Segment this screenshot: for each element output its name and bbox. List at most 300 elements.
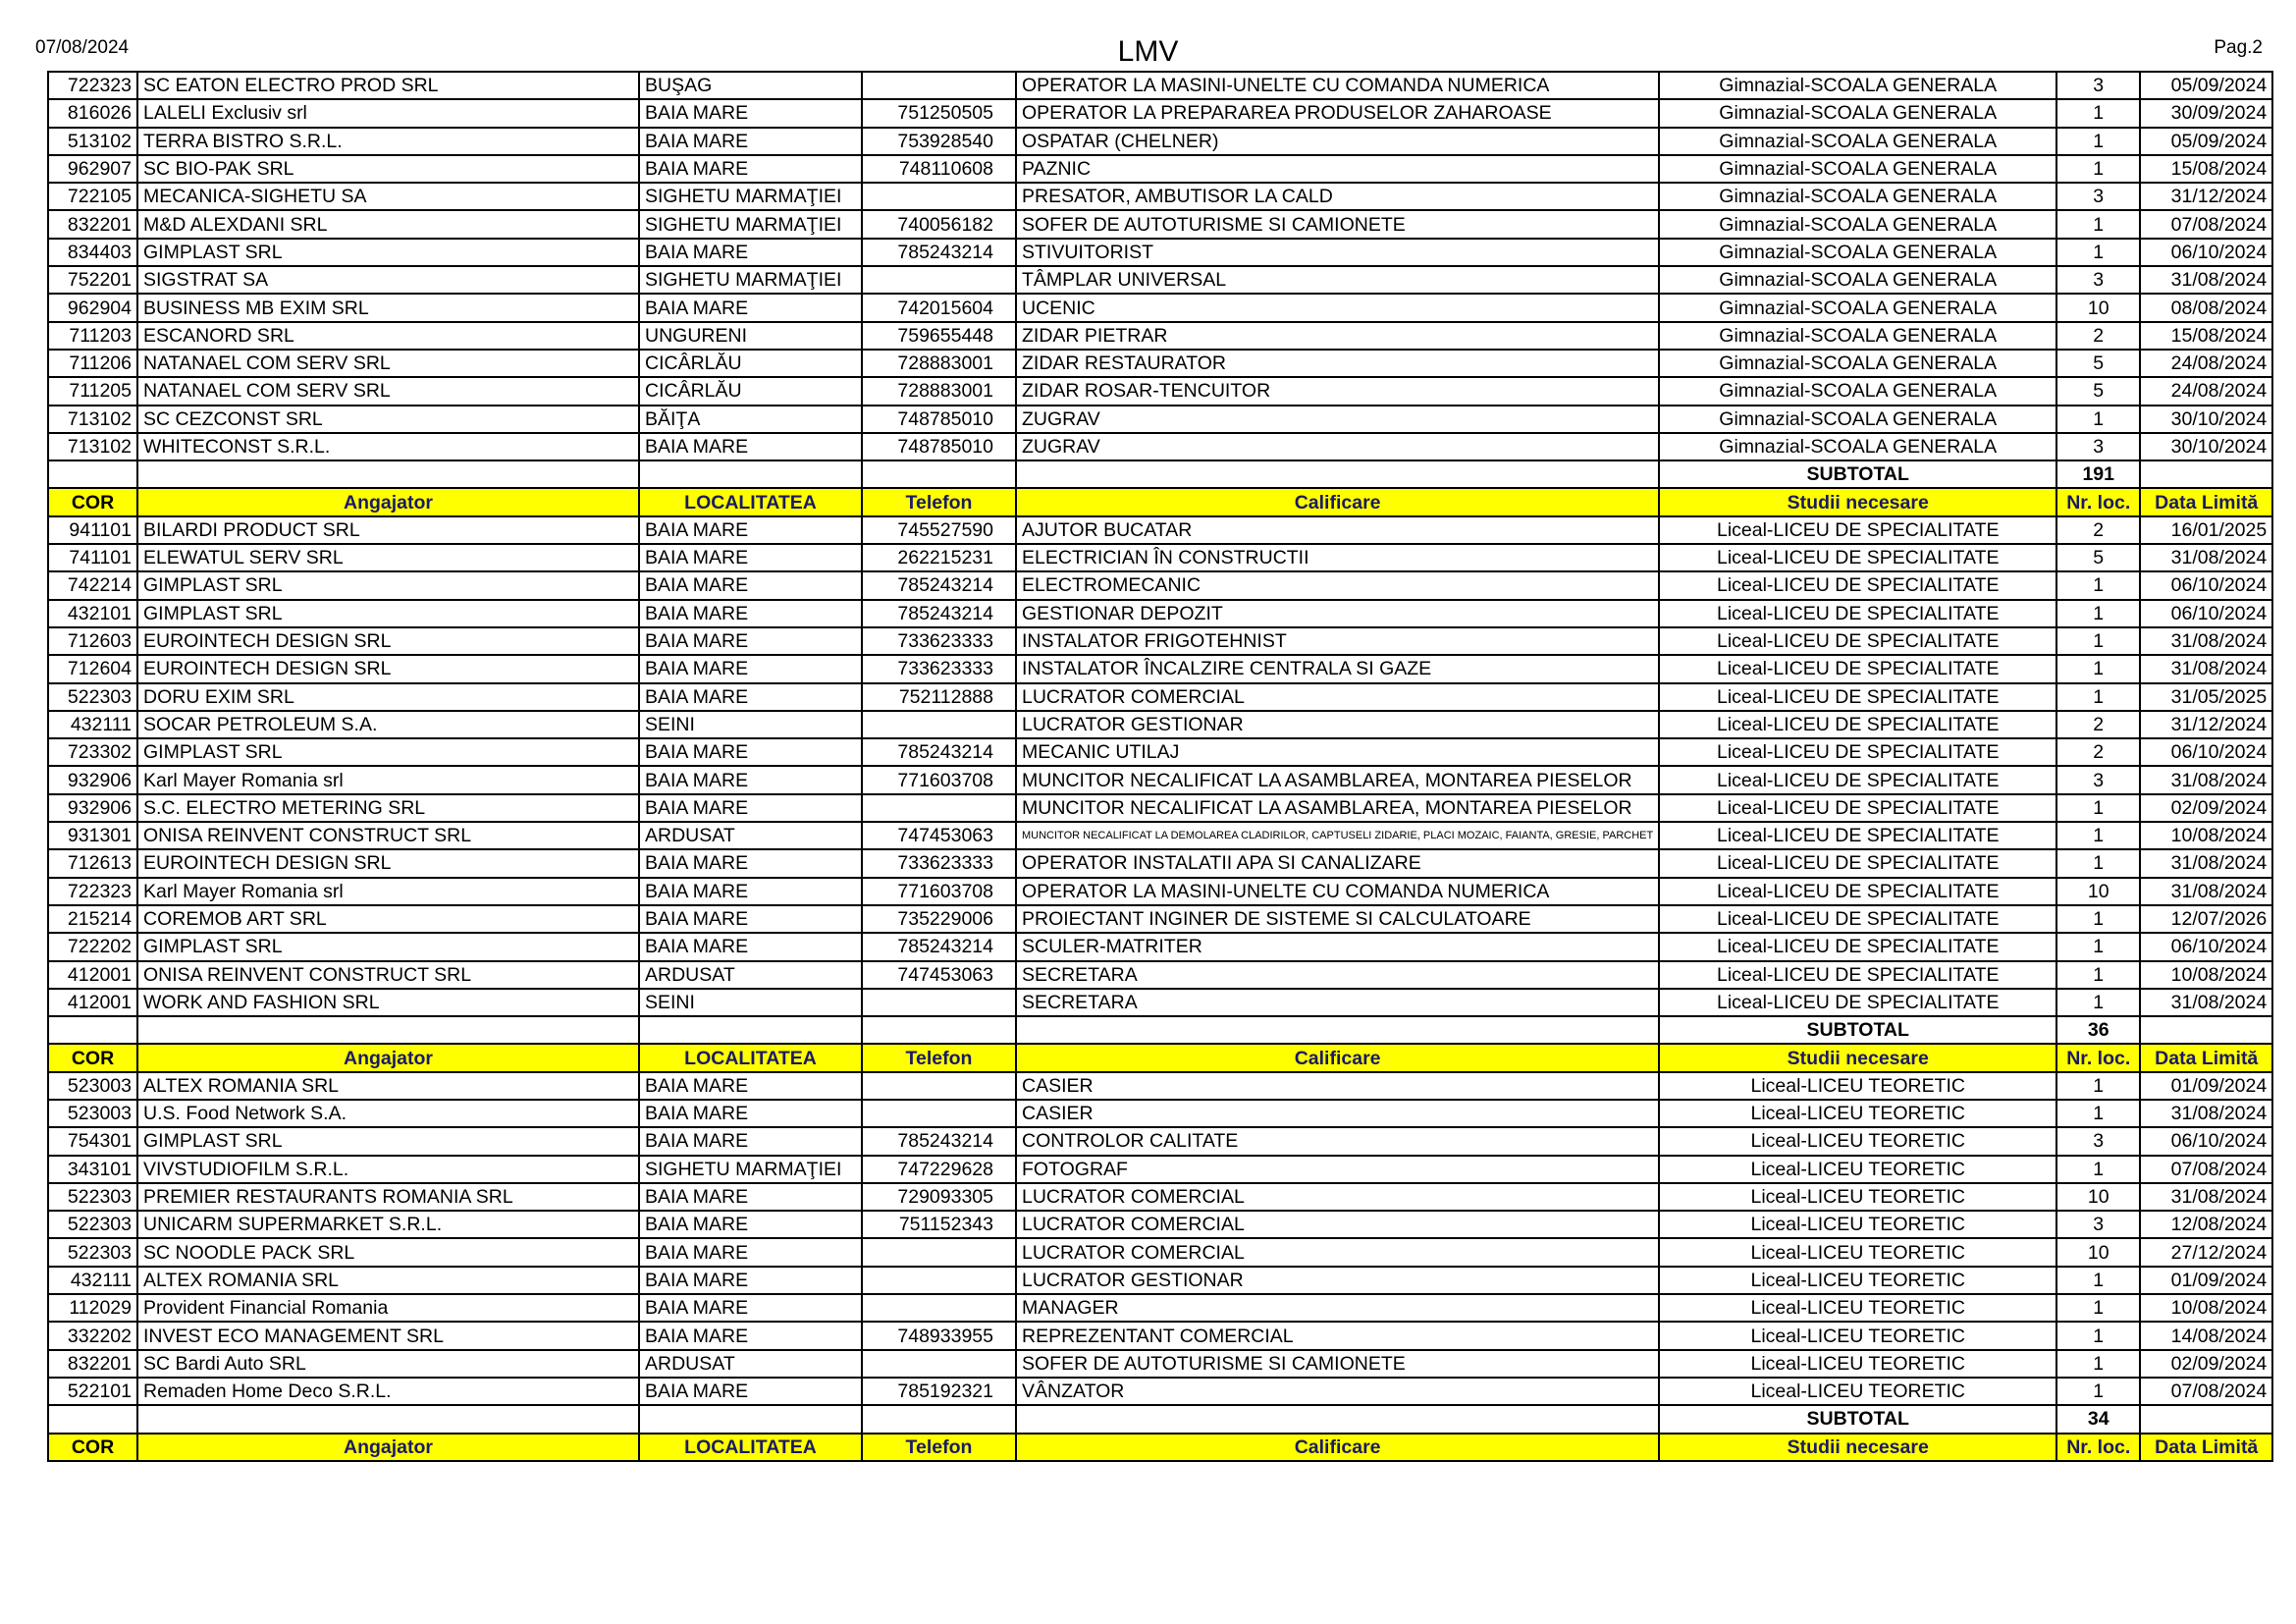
cell-telefon [862,72,1016,99]
cell-angajator: MECANICA-SIGHETU SA [137,183,639,210]
cell-data-limita: 05/09/2024 [2140,128,2272,155]
cell-localitatea: BAIA MARE [639,128,862,155]
table-row [48,322,2272,350]
cell-calificare: VÂNZATOR [1016,1378,1659,1405]
cell-calificare: STIVUITORIST [1016,239,1659,266]
cell-localitatea: BUŞAG [639,72,862,99]
cell-cor: 722323 [48,72,137,99]
cell-studii: Gimnazial-SCOALA GENERALA [1659,210,2056,238]
table-row [48,99,2272,127]
table-row [48,822,2272,849]
table-row [48,905,2272,933]
cell-cor: 722202 [48,933,137,960]
cell-angajator: TERRA BISTRO S.R.L. [137,128,639,155]
vacancies-table [47,71,2273,1462]
table-row [48,377,2272,405]
column-header-calificare: Calificare [1016,1434,1659,1461]
cell-calificare: LUCRATOR COMERCIAL [1016,683,1659,711]
table-row [48,239,2272,266]
cell-angajator: WHITECONST S.R.L. [137,433,639,460]
cell-telefon: 735229006 [862,905,1016,933]
cell-localitatea: BAIA MARE [639,1322,862,1349]
empty-cell [639,1016,862,1044]
cell-calificare: CASIER [1016,1100,1659,1127]
table-row [48,738,2272,766]
column-header-nr-loc: Nr. loc. [2056,1044,2140,1071]
table-row [48,294,2272,321]
cell-telefon [862,266,1016,294]
cell-nr-loc: 5 [2056,350,2140,377]
cell-data-limita: 16/01/2025 [2140,516,2272,544]
cell-angajator: GIMPLAST SRL [137,738,639,766]
cell-calificare: CASIER [1016,1072,1659,1100]
cell-cor: 962904 [48,294,137,321]
cell-cor: 215214 [48,905,137,933]
cell-cor: 523003 [48,1100,137,1127]
cell-nr-loc: 1 [2056,1294,2140,1322]
cell-studii: Liceal-LICEU DE SPECIALITATE [1659,516,2056,544]
cell-cor: 412001 [48,989,137,1016]
cell-angajator: SC CEZCONST SRL [137,406,639,433]
column-header-angajator: Angajator [137,1434,639,1461]
cell-calificare: PAZNIC [1016,155,1659,183]
cell-localitatea: SEINI [639,711,862,738]
cell-studii: Liceal-LICEU TEORETIC [1659,1350,2056,1378]
cell-studii: Liceal-LICEU DE SPECIALITATE [1659,794,2056,822]
empty-cell [2140,1405,2272,1433]
cell-calificare: LUCRATOR COMERCIAL [1016,1238,1659,1266]
cell-angajator: GIMPLAST SRL [137,239,639,266]
cell-telefon: 733623333 [862,655,1016,682]
cell-localitatea: BAIA MARE [639,99,862,127]
column-header-telefon: Telefon [862,488,1016,515]
cell-nr-loc: 3 [2056,433,2140,460]
cell-data-limita: 24/08/2024 [2140,350,2272,377]
cell-studii: Liceal-LICEU DE SPECIALITATE [1659,905,2056,933]
cell-localitatea: BAIA MARE [639,571,862,599]
cell-cor: 722105 [48,183,137,210]
empty-cell [137,1016,639,1044]
cell-studii: Liceal-LICEU TEORETIC [1659,1238,2056,1266]
table-row [48,933,2272,960]
table-row [48,1350,2272,1378]
cell-studii: Gimnazial-SCOALA GENERALA [1659,433,2056,460]
cell-angajator: GIMPLAST SRL [137,1127,639,1155]
cell-nr-loc: 1 [2056,210,2140,238]
cell-angajator: EUROINTECH DESIGN SRL [137,849,639,877]
subtotal-label: SUBTOTAL [1659,1016,2056,1044]
cell-calificare: UCENIC [1016,294,1659,321]
cell-nr-loc: 1 [2056,1322,2140,1349]
cell-nr-loc: 1 [2056,128,2140,155]
cell-calificare: SCULER-MATRITER [1016,933,1659,960]
cell-studii: Gimnazial-SCOALA GENERALA [1659,377,2056,405]
cell-cor: 941101 [48,516,137,544]
table-row [48,849,2272,877]
cell-data-limita: 27/12/2024 [2140,1238,2272,1266]
table-row [48,1183,2272,1211]
cell-angajator: ELEWATUL SERV SRL [137,544,639,571]
cell-studii: Liceal-LICEU DE SPECIALITATE [1659,849,2056,877]
table-row [48,655,2272,682]
cell-angajator: WORK AND FASHION SRL [137,989,639,1016]
cell-telefon [862,711,1016,738]
cell-calificare: LUCRATOR COMERCIAL [1016,1183,1659,1211]
cell-studii: Liceal-LICEU DE SPECIALITATE [1659,655,2056,682]
cell-telefon [862,1072,1016,1100]
cell-nr-loc: 3 [2056,72,2140,99]
cell-studii: Gimnazial-SCOALA GENERALA [1659,128,2056,155]
cell-cor: 513102 [48,128,137,155]
cell-studii: Liceal-LICEU DE SPECIALITATE [1659,766,2056,793]
empty-cell [1016,460,1659,488]
cell-data-limita: 31/08/2024 [2140,544,2272,571]
table-row [48,210,2272,238]
cell-cor: 112029 [48,1294,137,1322]
cell-nr-loc: 10 [2056,878,2140,905]
cell-angajator: SC NOODLE PACK SRL [137,1238,639,1266]
table-row [48,766,2272,793]
cell-studii: Liceal-LICEU DE SPECIALITATE [1659,627,2056,655]
cell-cor: 712604 [48,655,137,682]
cell-localitatea: BĂIŢA [639,406,862,433]
cell-angajator: ONISA REINVENT CONSTRUCT SRL [137,822,639,849]
cell-angajator: M&D ALEXDANI SRL [137,210,639,238]
cell-nr-loc: 2 [2056,322,2140,350]
cell-telefon: 785192321 [862,1378,1016,1405]
cell-cor: 932906 [48,766,137,793]
cell-angajator: DORU EXIM SRL [137,683,639,711]
cell-localitatea: ARDUSAT [639,1350,862,1378]
cell-calificare: ZIDAR PIETRAR [1016,322,1659,350]
cell-data-limita: 08/08/2024 [2140,294,2272,321]
cell-nr-loc: 10 [2056,294,2140,321]
cell-nr-loc: 3 [2056,266,2140,294]
cell-calificare: SOFER DE AUTOTURISME SI CAMIONETE [1016,210,1659,238]
cell-nr-loc: 1 [2056,406,2140,433]
cell-telefon: 728883001 [862,377,1016,405]
cell-nr-loc: 1 [2056,155,2140,183]
cell-angajator: BILARDI PRODUCT SRL [137,516,639,544]
cell-cor: 523003 [48,1072,137,1100]
cell-nr-loc: 1 [2056,794,2140,822]
column-header-nr-loc: Nr. loc. [2056,1434,2140,1461]
cell-data-limita: 31/08/2024 [2140,1183,2272,1211]
cell-calificare: LUCRATOR COMERCIAL [1016,1211,1659,1238]
cell-data-limita: 31/08/2024 [2140,849,2272,877]
table-row [48,1322,2272,1349]
cell-localitatea: ARDUSAT [639,822,862,849]
cell-localitatea: SIGHETU MARMAŢIEI [639,266,862,294]
cell-data-limita: 02/09/2024 [2140,794,2272,822]
cell-calificare: SOFER DE AUTOTURISME SI CAMIONETE [1016,1350,1659,1378]
cell-nr-loc: 2 [2056,516,2140,544]
cell-cor: 711203 [48,322,137,350]
cell-data-limita: 07/08/2024 [2140,1156,2272,1183]
cell-data-limita: 07/08/2024 [2140,210,2272,238]
cell-studii: Gimnazial-SCOALA GENERALA [1659,322,2056,350]
cell-cor: 522101 [48,1378,137,1405]
cell-nr-loc: 1 [2056,1156,2140,1183]
cell-studii: Liceal-LICEU TEORETIC [1659,1183,2056,1211]
table-row [48,878,2272,905]
cell-telefon: 740056182 [862,210,1016,238]
cell-calificare: MUNCITOR NECALIFICAT LA DEMOLAREA CLADIRILOR, CAPTUSELI ZIDARIE, PLACI MOZAIC, FAIANTA, GRESIE, PARCHET [1016,822,1659,849]
cell-localitatea: SIGHETU MARMAŢIEI [639,183,862,210]
cell-angajator: S.C. ELECTRO METERING SRL [137,794,639,822]
cell-nr-loc: 1 [2056,822,2140,849]
cell-studii: Liceal-LICEU DE SPECIALITATE [1659,933,2056,960]
cell-localitatea: BAIA MARE [639,878,862,905]
cell-calificare: OPERATOR INSTALATII APA SI CANALIZARE [1016,849,1659,877]
cell-localitatea: SEINI [639,989,862,1016]
cell-data-limita: 06/10/2024 [2140,571,2272,599]
cell-data-limita: 10/08/2024 [2140,961,2272,989]
cell-data-limita: 30/10/2024 [2140,433,2272,460]
cell-localitatea: BAIA MARE [639,294,862,321]
cell-studii: Liceal-LICEU TEORETIC [1659,1100,2056,1127]
cell-angajator: Provident Financial Romania [137,1294,639,1322]
cell-nr-loc: 5 [2056,544,2140,571]
cell-telefon: 748785010 [862,433,1016,460]
cell-nr-loc: 3 [2056,183,2140,210]
cell-data-limita: 31/08/2024 [2140,655,2272,682]
table-row [48,600,2272,627]
column-header-row [48,1044,2272,1071]
cell-telefon [862,989,1016,1016]
cell-telefon: 785243214 [862,1127,1016,1155]
cell-cor: 722323 [48,878,137,905]
subtotal-row [48,1405,2272,1433]
cell-localitatea: BAIA MARE [639,794,862,822]
cell-localitatea: BAIA MARE [639,933,862,960]
cell-studii: Liceal-LICEU DE SPECIALITATE [1659,571,2056,599]
cell-angajator: UNICARM SUPERMARKET S.R.L. [137,1211,639,1238]
cell-calificare: ZIDAR ROSAR-TENCUITOR [1016,377,1659,405]
column-header-cor: COR [48,488,137,515]
cell-localitatea: BAIA MARE [639,655,862,682]
cell-telefon: 753928540 [862,128,1016,155]
cell-data-limita: 01/09/2024 [2140,1267,2272,1294]
column-header-angajator: Angajator [137,1044,639,1071]
cell-angajator: Remaden Home Deco S.R.L. [137,1378,639,1405]
table-row [48,266,2272,294]
column-header-studii: Studii necesare [1659,1434,2056,1461]
table-row [48,544,2272,571]
cell-cor: 522303 [48,683,137,711]
cell-nr-loc: 10 [2056,1238,2140,1266]
cell-angajator: SC EATON ELECTRO PROD SRL [137,72,639,99]
cell-telefon [862,1238,1016,1266]
cell-cor: 522303 [48,1238,137,1266]
cell-localitatea: BAIA MARE [639,1072,862,1100]
subtotal-row [48,460,2272,488]
cell-angajator: ESCANORD SRL [137,322,639,350]
report-date: 07/08/2024 [35,37,130,58]
cell-localitatea: BAIA MARE [639,1100,862,1127]
column-header-cor: COR [48,1044,137,1071]
table-row [48,72,2272,99]
cell-studii: Gimnazial-SCOALA GENERALA [1659,406,2056,433]
cell-data-limita: 07/08/2024 [2140,1378,2272,1405]
cell-telefon: 759655448 [862,322,1016,350]
cell-telefon: 748933955 [862,1322,1016,1349]
cell-angajator: ALTEX ROMANIA SRL [137,1072,639,1100]
cell-cor: 713102 [48,433,137,460]
cell-data-limita: 24/08/2024 [2140,377,2272,405]
table-row [48,794,2272,822]
cell-data-limita: 31/12/2024 [2140,711,2272,738]
column-header-calificare: Calificare [1016,488,1659,515]
cell-angajator: U.S. Food Network S.A. [137,1100,639,1127]
cell-studii: Gimnazial-SCOALA GENERALA [1659,294,2056,321]
cell-angajator: SIGSTRAT SA [137,266,639,294]
empty-cell [862,1405,1016,1433]
cell-studii: Gimnazial-SCOALA GENERALA [1659,266,2056,294]
cell-studii: Liceal-LICEU DE SPECIALITATE [1659,878,2056,905]
table-row [48,571,2272,599]
cell-angajator: INVEST ECO MANAGEMENT SRL [137,1322,639,1349]
empty-cell [2140,1016,2272,1044]
table-row [48,406,2272,433]
cell-cor: 332202 [48,1322,137,1349]
cell-localitatea: BAIA MARE [639,766,862,793]
cell-nr-loc: 1 [2056,1378,2140,1405]
cell-nr-loc: 2 [2056,738,2140,766]
cell-angajator: Karl Mayer Romania srl [137,766,639,793]
empty-cell [48,1405,137,1433]
cell-cor: 931301 [48,822,137,849]
cell-nr-loc: 5 [2056,377,2140,405]
cell-data-limita: 15/08/2024 [2140,155,2272,183]
cell-localitatea: BAIA MARE [639,1378,862,1405]
column-header-row [48,1434,2272,1461]
cell-telefon: 771603708 [862,878,1016,905]
cell-calificare: OPERATOR LA MASINI-UNELTE CU COMANDA NUMERICA [1016,878,1659,905]
empty-cell [137,1405,639,1433]
cell-studii: Liceal-LICEU DE SPECIALITATE [1659,961,2056,989]
cell-nr-loc: 3 [2056,1211,2140,1238]
table-row [48,1378,2272,1405]
column-header-studii: Studii necesare [1659,488,2056,515]
cell-localitatea: BAIA MARE [639,1183,862,1211]
cell-data-limita: 31/05/2025 [2140,683,2272,711]
cell-studii: Liceal-LICEU TEORETIC [1659,1322,2056,1349]
cell-nr-loc: 3 [2056,766,2140,793]
cell-calificare: AJUTOR BUCATAR [1016,516,1659,544]
cell-calificare: OSPATAR (CHELNER) [1016,128,1659,155]
empty-cell [862,460,1016,488]
cell-telefon: 733623333 [862,627,1016,655]
cell-cor: 742214 [48,571,137,599]
cell-telefon: 751152343 [862,1211,1016,1238]
cell-nr-loc: 1 [2056,905,2140,933]
table-row [48,155,2272,183]
column-header-nr-loc: Nr. loc. [2056,488,2140,515]
cell-localitatea: CICÂRLĂU [639,377,862,405]
cell-cor: 712613 [48,849,137,877]
cell-cor: 832201 [48,210,137,238]
cell-calificare: CONTROLOR CALITATE [1016,1127,1659,1155]
cell-angajator: COREMOB ART SRL [137,905,639,933]
cell-cor: 432111 [48,711,137,738]
column-header-data-limita: Data Limită [2140,488,2272,515]
cell-cor: 713102 [48,406,137,433]
table-row [48,1267,2272,1294]
cell-nr-loc: 1 [2056,933,2140,960]
empty-cell [862,1016,1016,1044]
table-row [48,183,2272,210]
cell-localitatea: BAIA MARE [639,738,862,766]
cell-telefon: 785243214 [862,738,1016,766]
cell-data-limita: 10/08/2024 [2140,822,2272,849]
cell-data-limita: 14/08/2024 [2140,1322,2272,1349]
cell-data-limita: 12/08/2024 [2140,1211,2272,1238]
table-row [48,1211,2272,1238]
column-header-localitatea: LOCALITATEA [639,1434,862,1461]
column-header-cor: COR [48,1434,137,1461]
cell-telefon: 748785010 [862,406,1016,433]
cell-studii: Liceal-LICEU TEORETIC [1659,1127,2056,1155]
cell-data-limita: 02/09/2024 [2140,1350,2272,1378]
cell-telefon: 745527590 [862,516,1016,544]
cell-calificare: SECRETARA [1016,989,1659,1016]
cell-telefon [862,1100,1016,1127]
column-header-angajator: Angajator [137,488,639,515]
cell-calificare: OPERATOR LA PREPARAREA PRODUSELOR ZAHAROASE [1016,99,1659,127]
cell-telefon: 729093305 [862,1183,1016,1211]
cell-telefon: 748110608 [862,155,1016,183]
cell-telefon: 747453063 [862,961,1016,989]
cell-calificare: ZUGRAV [1016,406,1659,433]
table-row [48,350,2272,377]
empty-cell [639,1405,862,1433]
table-row [48,1238,2272,1266]
cell-cor: 723302 [48,738,137,766]
table-row [48,1127,2272,1155]
table-row [48,961,2272,989]
cell-telefon [862,1350,1016,1378]
column-header-data-limita: Data Limită [2140,1044,2272,1071]
cell-telefon [862,794,1016,822]
cell-data-limita: 06/10/2024 [2140,933,2272,960]
cell-angajator: GIMPLAST SRL [137,571,639,599]
table-row [48,433,2272,460]
cell-telefon: 742015604 [862,294,1016,321]
subtotal-value: 34 [2056,1405,2140,1433]
cell-telefon: 752112888 [862,683,1016,711]
cell-calificare: OPERATOR LA MASINI-UNELTE CU COMANDA NUMERICA [1016,72,1659,99]
cell-telefon: 771603708 [862,766,1016,793]
cell-studii: Liceal-LICEU DE SPECIALITATE [1659,738,2056,766]
cell-cor: 962907 [48,155,137,183]
cell-angajator: Karl Mayer Romania srl [137,878,639,905]
cell-calificare: MECANIC UTILAJ [1016,738,1659,766]
cell-calificare: LUCRATOR GESTIONAR [1016,1267,1659,1294]
page-number: Pag.2 [2214,37,2263,58]
empty-cell [1016,1016,1659,1044]
cell-studii: Gimnazial-SCOALA GENERALA [1659,239,2056,266]
table-row [48,1072,2272,1100]
cell-nr-loc: 2 [2056,711,2140,738]
cell-data-limita: 06/10/2024 [2140,738,2272,766]
table-row [48,1100,2272,1127]
cell-angajator: SC Bardi Auto SRL [137,1350,639,1378]
cell-telefon: 747453063 [862,822,1016,849]
cell-localitatea: BAIA MARE [639,849,862,877]
cell-calificare: MUNCITOR NECALIFICAT LA ASAMBLAREA, MONTAREA PIESELOR [1016,794,1659,822]
cell-angajator: NATANAEL COM SERV SRL [137,350,639,377]
